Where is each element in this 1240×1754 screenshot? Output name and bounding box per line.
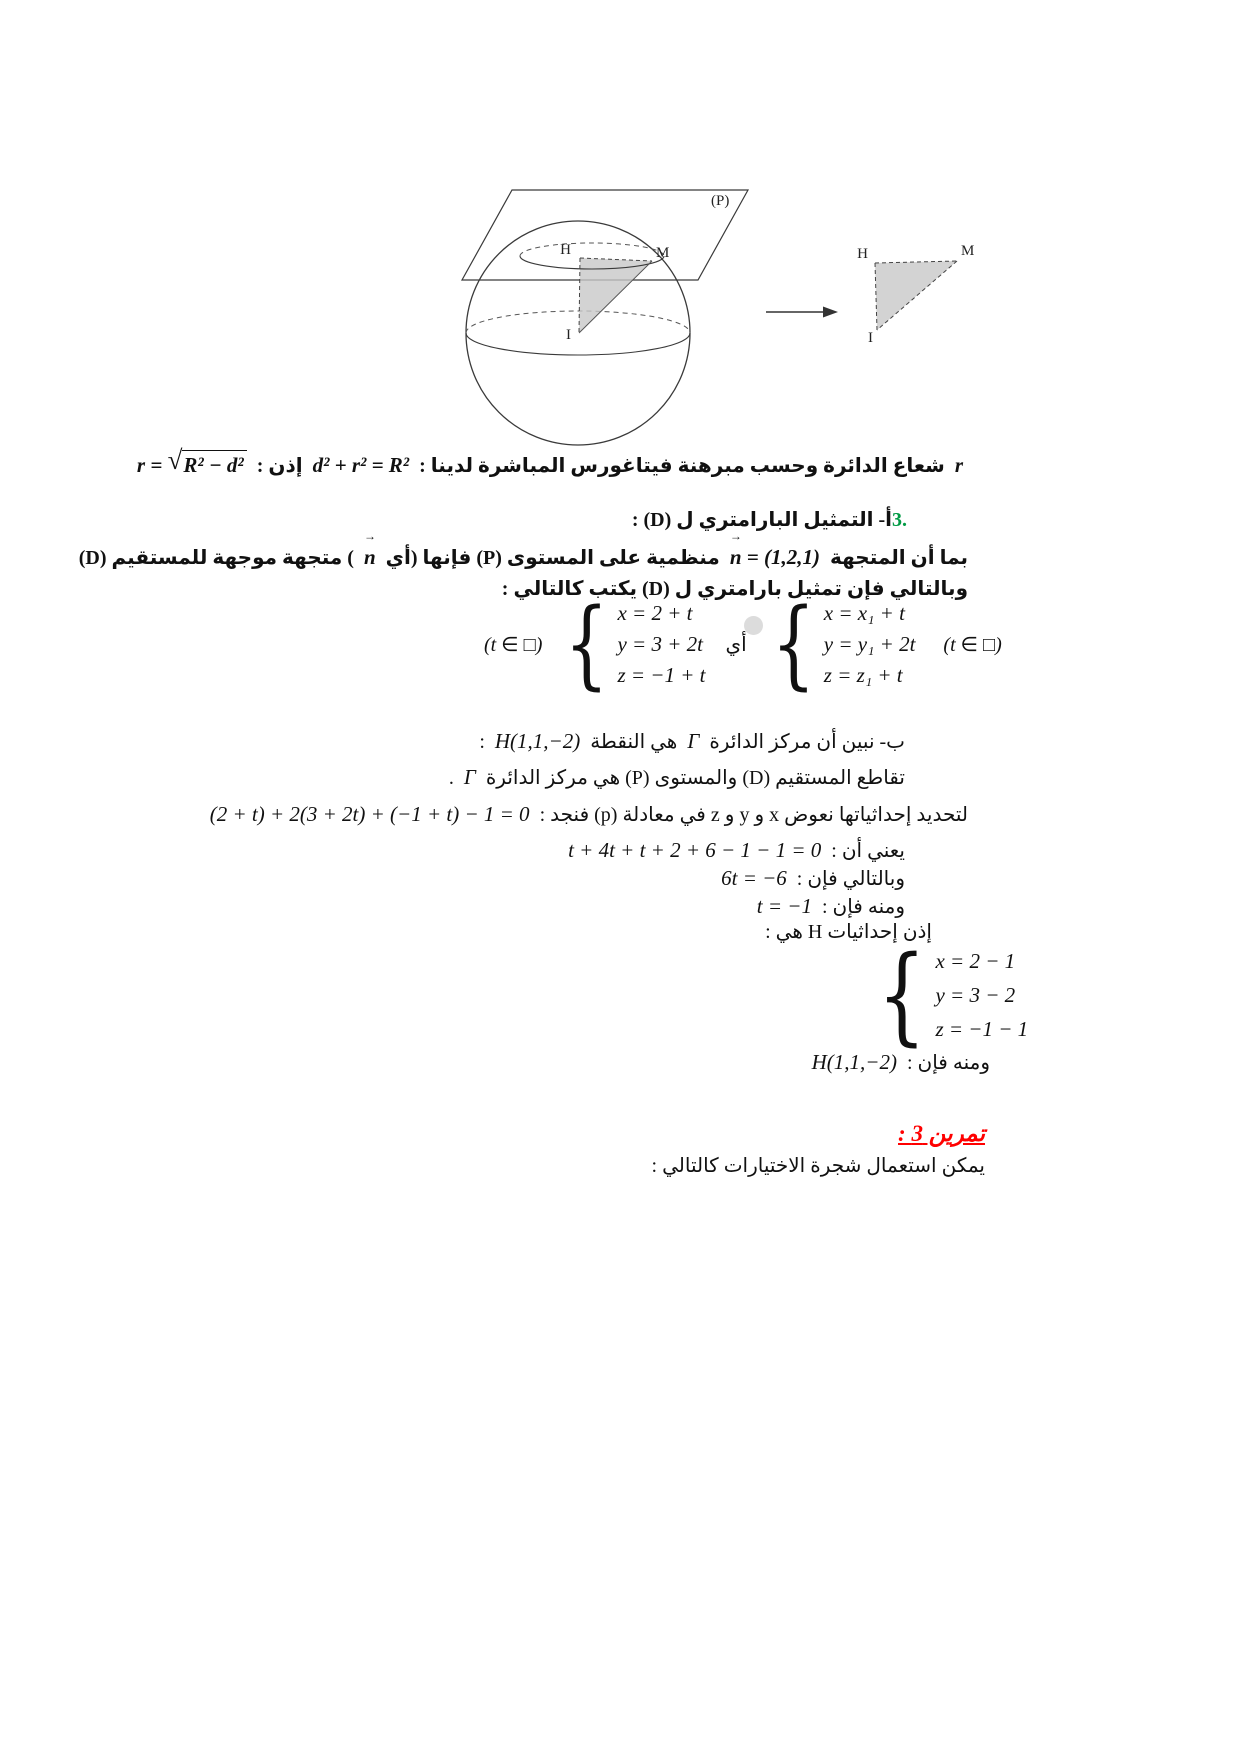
t-value-equation: t = −1 — [756, 894, 812, 918]
n-components: = (1,2,1) — [746, 545, 820, 569]
radicand: R² − d² — [182, 450, 246, 479]
part-b-title-line — [479, 727, 905, 756]
detail-label-I: I — [868, 330, 873, 346]
colon-b: : — [256, 455, 264, 477]
vector-text-b: منظمية على المستوى (P) فإنها (أي — [385, 547, 720, 569]
vector-n — [729, 529, 742, 571]
left-brace: { — [564, 588, 609, 700]
section-number: 3. — [892, 509, 907, 531]
six-t-text: وبالتالي فإن : — [796, 868, 905, 890]
equation-y-value: y = 3 − 2 — [935, 983, 1016, 1007]
sphere-plane-figure — [430, 175, 990, 465]
t-value-line — [752, 892, 905, 921]
equation-z-value: z = −1 − 1 — [935, 1017, 1029, 1041]
pythagoras-equation: d² + r² = R² — [312, 453, 410, 477]
coordinates-equations — [935, 944, 1028, 1046]
left-brace: { — [771, 588, 816, 700]
simplification-text: يعني أن : — [831, 840, 905, 862]
simplification-line — [563, 836, 905, 865]
intersection-line — [449, 763, 905, 792]
system-general-equations — [824, 598, 916, 691]
system-specific-equations — [617, 598, 705, 691]
then-word: إذن — [268, 455, 303, 477]
normal-vector-line — [78, 529, 968, 572]
arrow-head-icon — [823, 307, 838, 318]
equator-front-arc — [466, 333, 690, 355]
radius-text: شعاع الدائرة وحسب مبرهنة فيتاغورس المباشرة لدينا — [430, 455, 945, 477]
circle-gamma-back-arc — [520, 243, 664, 256]
n-letter-2: n — [363, 545, 376, 569]
equation-z: z = −1 + t — [617, 663, 706, 687]
system-general — [763, 588, 916, 700]
conclusion-point: H(1,1,−2) — [811, 1050, 897, 1074]
radius-statement-line — [132, 445, 968, 480]
gamma-symbol: Γ — [463, 765, 476, 789]
part-a-title-line — [632, 506, 907, 534]
equation-y1: y = y₁ + 2t — [823, 632, 916, 656]
ie-word: أي — [725, 634, 747, 656]
conclusion-line — [807, 1048, 990, 1077]
radius-formula — [136, 445, 247, 479]
n-vector-equation — [729, 529, 820, 571]
coordinates-intro-line: إذن إحداثيات H هي : — [765, 921, 932, 943]
six-t-line — [716, 864, 905, 893]
exercise-3-title: تمرين 3 : — [898, 1121, 985, 1146]
simplification-equation: t + 4t + t + 2 + 6 − 1 − 1 = 0 — [568, 838, 822, 862]
colon-a: : — [419, 455, 426, 477]
plane-label: (P) — [711, 193, 730, 209]
part-b-text-a: ب- نبين أن مركز الدائرة — [709, 731, 905, 753]
n-vector-symbol — [363, 529, 376, 571]
r-equals: r = — [136, 453, 163, 477]
equation-y: y = 3 + 2t — [617, 632, 703, 656]
sqrt-sign: √ — [167, 445, 183, 475]
t-in-R-left: (t ∈ □) — [484, 634, 543, 656]
system-specific — [556, 588, 706, 700]
vector-text-a: بما أن المتجهة — [829, 547, 968, 569]
label-H: H — [560, 242, 571, 258]
n-letter: n — [729, 545, 742, 569]
t-value-text: ومنه فإن : — [821, 896, 905, 918]
equation-x-value: x = 2 − 1 — [935, 949, 1016, 973]
t-in-R-right: (t ∈ □) — [943, 634, 1002, 656]
substitution-line — [205, 800, 968, 829]
detail-label-H: H — [857, 246, 868, 262]
equation-x: x = 2 + t — [617, 601, 693, 625]
coordinates-system — [868, 933, 1029, 1056]
label-M: M — [656, 245, 670, 261]
colon: : — [479, 731, 485, 753]
substitution-text: لتحديد إحداثياتها نعوض x و y و z في معادلة (p) فنجد : — [539, 804, 968, 826]
vector-arrow-icon: → — [729, 529, 742, 543]
six-t-equation: 6t = −6 — [721, 866, 787, 890]
period: . — [448, 767, 454, 789]
part-b-text-b: هي النقطة — [590, 731, 678, 753]
exercise-3-intro: يمكن استعمال شجرة الاختيارات كالتالي : — [651, 1155, 985, 1177]
vector-text-c: ) متجهة موجهة للمستقيم (D) — [78, 547, 354, 569]
intersection-text: تقاطع المستقيم (D) والمستوى (P) هي مركز الدائرة — [485, 767, 905, 789]
gamma-symbol: Γ — [687, 729, 700, 753]
equator-back-arc — [466, 311, 690, 333]
part-a-title: أ- التمثيل البارامتري ل (D) : — [631, 509, 892, 531]
point-H-coordinates: H(1,1,−2) — [494, 729, 581, 753]
conclusion-text: ومنه فإن : — [906, 1052, 990, 1074]
vector-n-2 — [363, 529, 376, 571]
r-symbol: r — [954, 453, 963, 477]
label-I: I — [566, 327, 571, 343]
substitution-equation: (2 + t) + 2(3 + 2t) + (−1 + t) − 1 = 0 — [209, 802, 530, 826]
left-brace: { — [877, 933, 927, 1056]
equation-x1: x = x₁ + t — [823, 601, 905, 625]
equation-z1: z = z₁ + t — [823, 663, 903, 687]
vector-arrow-icon: → — [363, 529, 376, 543]
detail-label-M: M — [961, 243, 975, 259]
sqrt-expression — [167, 445, 247, 479]
parametric-intro-line: وبالتالي فإن تمثيل بارامتري ل (D) يكتب كالتالي : — [501, 578, 968, 600]
